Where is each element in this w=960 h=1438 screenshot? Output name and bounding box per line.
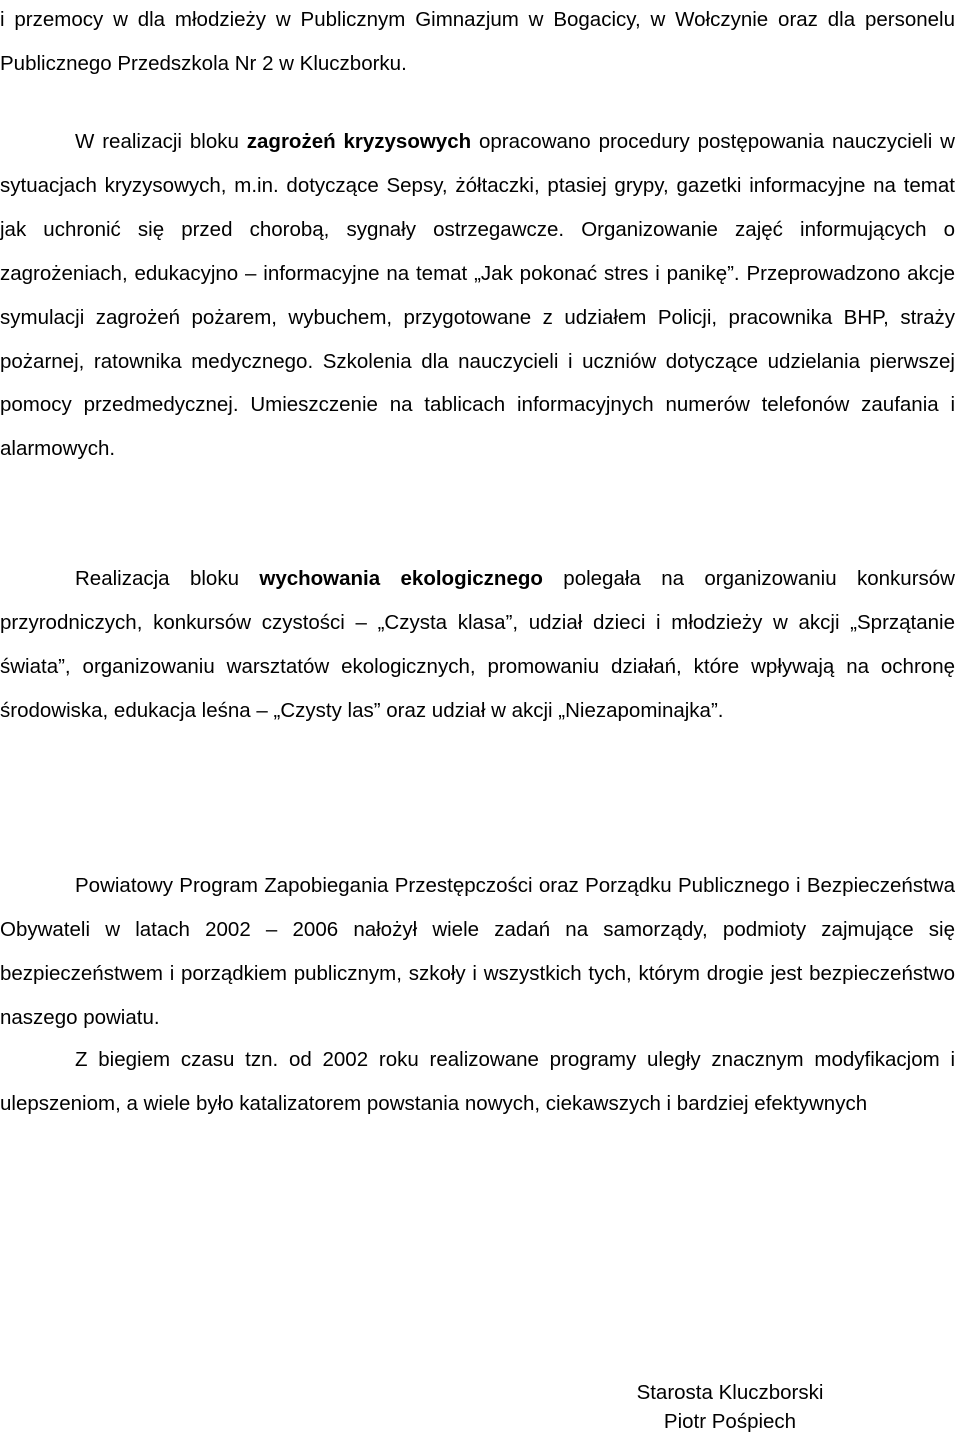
paragraph-text: polegała na organizowaniu konkursów przyrodniczych, konkursów czystości – „Czysta klasa”, udział dzieci i młodzieży w akcji „Sprzątanie świata”, organizowaniu warsztatów ekologicznych, promowaniu działań, które wpływają na ochronę środowiska, edukacja leśna – „Czysty las” oraz udział w akcji „Niezapominajka”. bbox=[0, 567, 955, 722]
signature-block bbox=[580, 1378, 880, 1436]
paragraph-text: W realizacji bloku bbox=[75, 130, 247, 153]
paragraph-text: opracowano procedury postępowania nauczycieli w sytuacjach kryzysowych, m.in. dotyczące Sepsy, żółtaczki, ptasiej grypy, gazetki informacyjne na temat jak uchronić się przed chorobą, sygnały ostrzegawcze. Organizowanie zajęć informujących o zagrożeniach, edukacyjno – informacyjne na temat „Jak pokonać stres i panikę”. Przeprowadzono akcje symulacji zagrożeń pożarem, wybuchem, przygotowane z udziałem Policji, pracownika BHP, straży pożarnej, ratownika medycznego. Szkolenia dla nauczycieli i uczniów dotyczące udzielania pierwszej pomocy przedmedycznej. Umieszczenie na tablicach informacyjnych numerów telefonów zaufania i alarmowych. bbox=[0, 130, 955, 461]
signature-name: Piotr Pośpiech bbox=[663, 1410, 797, 1433]
signature-title: Starosta Kluczborski bbox=[636, 1381, 824, 1404]
paragraph-text: Realizacja bloku bbox=[75, 567, 260, 590]
paragraph-ecological-education bbox=[0, 557, 955, 733]
bold-phrase: wychowania ekologicznego bbox=[259, 567, 543, 590]
paragraph-program-evolution: Z biegiem czasu tzn. od 2002 roku realizowane programy uległy znacznym modyfikacjom i ulepszeniom, a wiele było katalizatorem powstania nowych, ciekawszych i bardziej efektywnych bbox=[0, 1048, 955, 1115]
paragraph-county-program: Powiatowy Program Zapobiegania Przestępczości oraz Porządku Publicznego i Bezpieczeństwa Obywateli w latach 2002 – 2006 nałożył wiele zadań na samorządy, podmioty zajmujące się bezpieczeństwem i porządkiem publicznym, szkoły i wszystkich tych, którym drogie jest bezpieczeństwo naszego powiatu. bbox=[0, 874, 955, 1029]
bold-phrase: zagrożeń kryzysowych bbox=[246, 130, 472, 153]
paragraph-crisis-threats bbox=[0, 120, 955, 471]
paragraph-violence-prevention: i przemocy w dla młodzieży w Publicznym Gimnazjum w Bogacicy, w Wołczynie oraz dla personelu Publicznego Przedszkola Nr 2 w Kluczborku. bbox=[0, 8, 955, 75]
